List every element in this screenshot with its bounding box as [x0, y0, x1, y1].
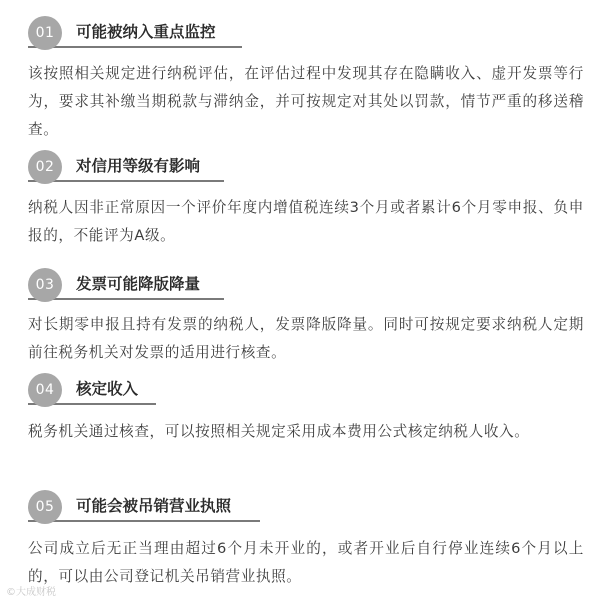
title-underline: [28, 298, 224, 300]
section-title: 可能被纳入重点监控: [76, 23, 216, 41]
section-number-badge: 02: [28, 150, 62, 184]
title-underline: [28, 180, 224, 182]
section-body: 纳税人因非正常原因一个评价年度内增值税连续3个月或者累计6个月零申报、负申报的，不能评为A级。: [28, 199, 584, 244]
title-underline: [28, 520, 260, 522]
title-underline: [28, 46, 242, 48]
section-number-badge: 01: [28, 16, 62, 50]
section-number-badge: 04: [28, 373, 62, 407]
section-title: 核定收入: [76, 380, 139, 398]
watermark: ©大成财税: [6, 587, 56, 598]
section-title: 对信用等级有影响: [76, 157, 201, 175]
section-title: 可能会被吊销营业执照: [76, 497, 232, 515]
section-title: 发票可能降版降量: [76, 275, 201, 293]
section-body: 该按照相关规定进行纳税评估，在评估过程中发现其存在隐瞒收入、虚开发票等行为，要求其补缴当期税款与滞纳金，并可按规定对其处以罚款，情节严重的移送稽查。: [28, 65, 584, 138]
section-body: 税务机关通过核查，可以按照相关规定采用成本费用公式核定纳税人收入。: [28, 423, 530, 440]
section-number-badge: 05: [28, 490, 62, 524]
section-body: 公司成立后无正当理由超过6个月未开业的，或者开业后自行停业连续6个月以上的，可以由公司登记机关吊销营业执照。: [28, 540, 584, 585]
section-number-badge: 03: [28, 268, 62, 302]
section-body: 对长期零申报且持有发票的纳税人，发票降版降量。同时可按规定要求纳税人定期前往税务机关对发票的适用进行核查。: [28, 316, 584, 361]
